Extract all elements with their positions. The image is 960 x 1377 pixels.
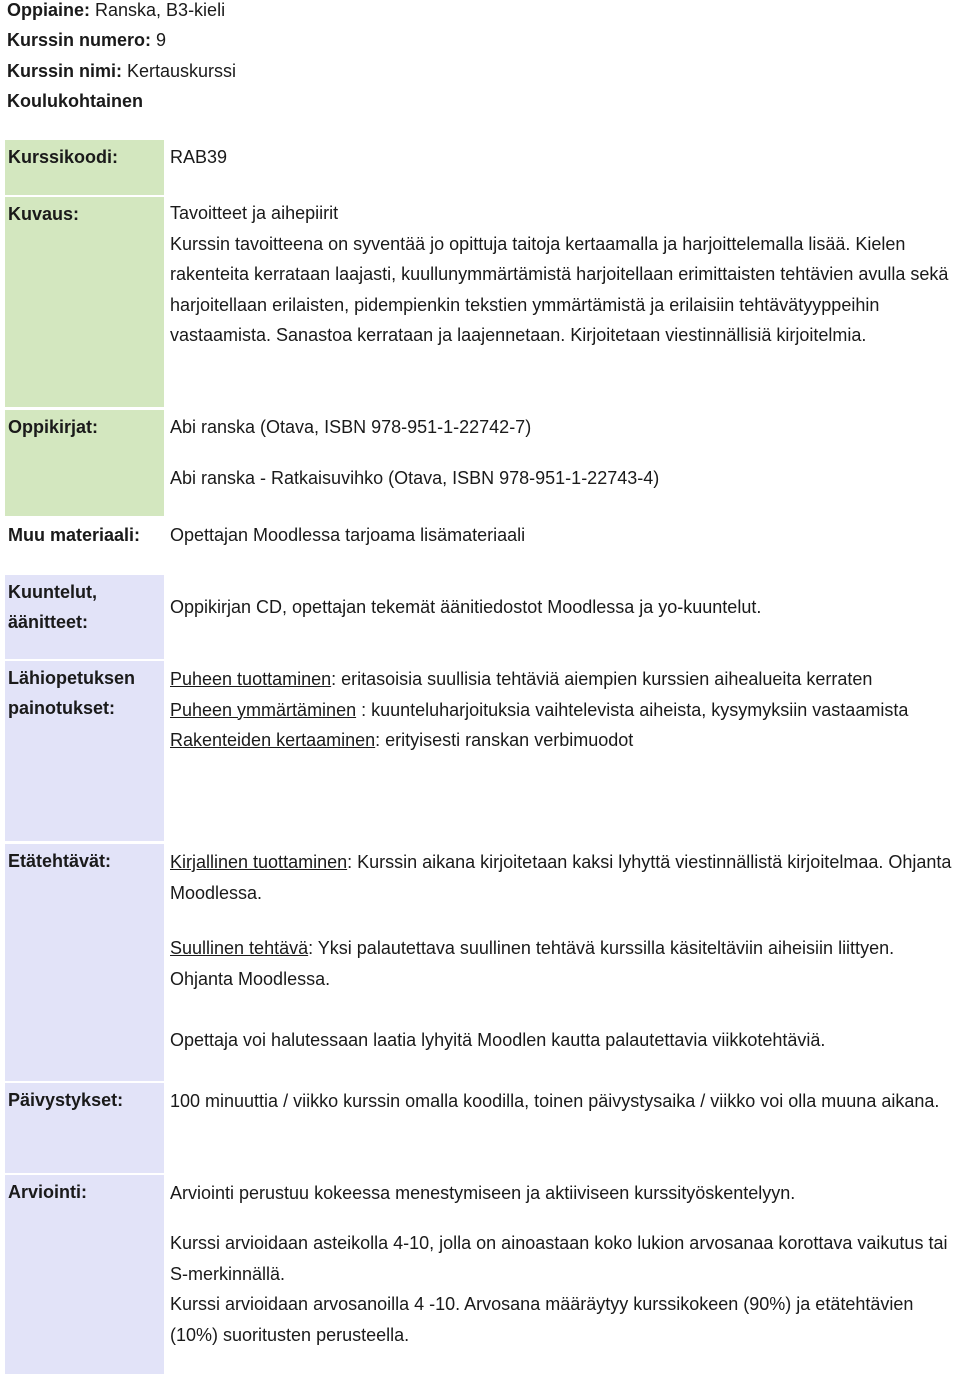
duty-label: Päivystykset: [5,1083,164,1173]
description-text: Kurssin tavoitteena on syventää jo opittuja taitoja kertaamalla ja harjoittelemalla lisää. Kielen rakenteita kerrataan laajasti, kuullunymmärtämistä harjoitellaan erimittaisten tehtävien avulla sekä harjoitellaan erilaisten, pidempienkin tekstien ymmärtämistä ja erilaisiin tehtävätyyppeihin vastaamista. Sanastoa kerrataan ja laajennetaan. Kirjoitetaan viestinnällisiä kirjoitelmia. [170,233,949,346]
contact-item-text: : kuunteluharjoituksia vaihtelevista aiheista, kysymyksiin vastaamista [356,699,909,720]
contact-teaching-label-line1: Lähiopetuksen [8,668,136,688]
assessment-p2-p3 [170,1228,960,1350]
description-heading: Tavoitteet ja aihepiirit [170,203,339,223]
listening-label-line1: Kuuntelut, [8,582,97,602]
contact-item [170,725,960,756]
assessment-p1: Arviointi perustuu kokeessa menestymiseen ja aktiiviseen kurssityöskentelyyn. [170,1183,796,1203]
description-label: Kuvaus: [5,197,164,407]
distance-task-oral [170,933,960,994]
other-material-value: Opettajan Moodlessa tarjoama lisämateriaali [170,525,526,545]
contact-teaching-value [170,664,960,756]
subject-label: Oppiaine: [7,0,91,20]
distance-task-text: : Yksi palautettava suullinen tehtävä kurssilla käsiteltäviin aiheisiin liittyen. Ohjanta Moodlessa. [170,938,895,989]
textbook-1: Abi ranska (Otava, ISBN 978-951-1-22742-7) [170,417,532,437]
course-name-value: Kertauskurssi [122,61,237,81]
distance-task-text: : Kurssin aikana kirjoitetaan kaksi lyhyttä viestinnällistä kirjoitelmaa. Ohjanta Moodlessa. [170,852,952,903]
contact-item [170,664,960,695]
contact-teaching-label [5,661,164,841]
course-name-label: Kurssin nimi: [7,61,123,81]
description-value [170,198,960,351]
listening-label-line2: äänitteet: [8,612,89,632]
course-code-value: RAB39 [170,147,228,167]
assessment-p3: Kurssi arvioidaan arvosanoilla 4 -10. Arvosana määräytyy kurssikokeen (90%) ja etätehtävien (10%) suoritusten perusteella. [170,1294,914,1345]
distance-tasks-label: Etätehtävät: [5,844,164,1081]
contact-item-title: Rakenteiden kertaaminen [170,730,376,751]
assessment-label: Arviointi: [5,1175,164,1374]
distance-task-written [170,847,960,908]
textbook-2: Abi ranska - Ratkaisuvihko (Otava, ISBN 978-951-1-22743-4) [170,468,660,488]
distance-task-title: Kirjallinen tuottaminen [170,852,348,872]
contact-item-title: Puheen ymmärtäminen [170,699,357,720]
listening-value: Oppikirjan CD, opettajan tekemät äänitiedostot Moodlessa ja yo-kuuntelut. [170,597,762,617]
contact-item-title: Puheen tuottaminen [170,669,332,689]
distance-task-title: Suullinen tehtävä [170,938,309,958]
course-number-label: Kurssin numero: [7,30,152,50]
course-code-label: Kurssikoodi: [5,140,164,195]
subject-line [7,0,225,25]
duty-value: 100 minuuttia / viikko kurssin omalla koodilla, toinen päivystysaika / viikko voi olla muuna aikana. [170,1091,940,1111]
contact-teaching-label-line2: painotukset: [8,698,116,718]
school-specific: Koulukohtainen [7,91,143,111]
other-material-label: Muu materiaali: [8,525,141,545]
distance-tasks-note: Opettaja voi halutessaan laatia lyhyitä Moodlen kautta palautettavia viikkotehtäviä. [170,1030,826,1050]
contact-item [170,695,960,726]
contact-item-text: : eritasoisia suullisia tehtäviä aiempien kurssien aihealueita kerraten [331,669,873,689]
contact-item-text: : erityisesti ranskan verbimuodot [375,730,634,751]
assessment-p2: Kurssi arvioidaan asteikolla 4-10, jolla on ainoastaan koko lukion arvosanaa korottava vaikutus tai S-merkinnällä. [170,1233,948,1284]
course-number-value: 9 [151,30,167,50]
course-number-line [7,25,166,55]
course-name-line [7,56,236,86]
listening-label [5,575,164,659]
textbooks-label: Oppikirjat: [5,410,164,516]
subject-value: Ranska, B3-kieli [90,0,226,20]
